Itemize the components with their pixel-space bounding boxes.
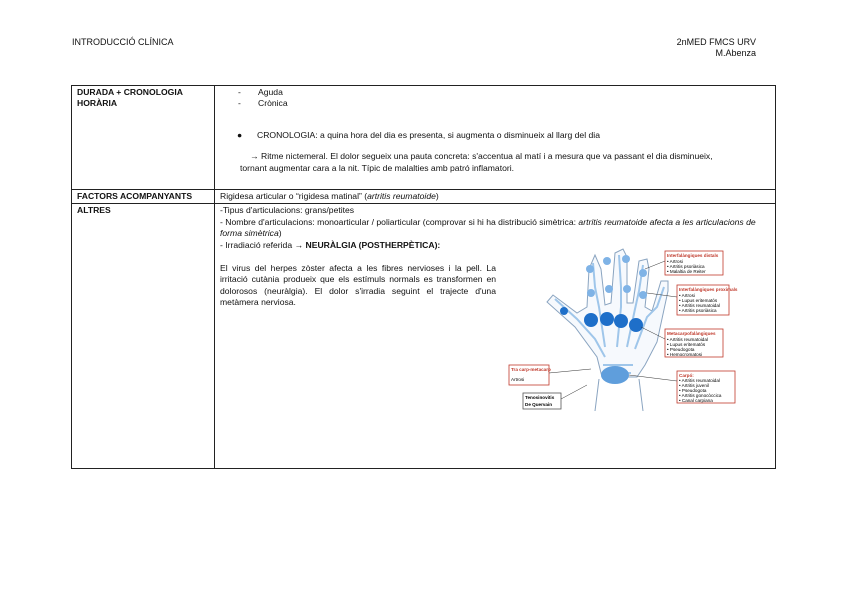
- svg-text:Tenosinovitis: Tenosinovitis: [525, 395, 555, 400]
- hand-joints-figure: [507, 247, 763, 411]
- table-row: [72, 190, 776, 204]
- svg-text:Interfalàngiques proximals: Interfalàngiques proximals: [679, 287, 738, 292]
- svg-text:• Lupus eritematós: • Lupus eritematós: [667, 342, 706, 347]
- svg-text:• Artritis reumatoidal: • Artritis reumatoidal: [679, 378, 720, 383]
- header-left: INTRODUCCIÓ CLÍNICA: [72, 37, 174, 47]
- svg-text:• Artritis psoriàsica: • Artritis psoriàsica: [679, 308, 717, 313]
- svg-text:• Artritis juvenil: • Artritis juvenil: [679, 383, 709, 388]
- item-cronica: Crònica: [258, 98, 288, 109]
- svg-text:Interfalàngiques distals: Interfalàngiques distals: [667, 253, 719, 258]
- row-content-factors: Rigidesa articular o “rigidesa matinal” (artritis reumatoide): [215, 190, 776, 204]
- header-author: M.Abenza: [715, 48, 756, 58]
- svg-text:Artrosi: Artrosi: [511, 377, 525, 382]
- label-metacarpo: [665, 329, 723, 357]
- svg-text:Metacarpofalàngiques: Metacarpofalàngiques: [667, 331, 716, 336]
- table-row: [72, 86, 776, 190]
- row-label-factors: FACTORS ACOMPANYANTS: [72, 190, 215, 204]
- svg-text:• Artritis psoriàsica: • Artritis psoriàsica: [667, 264, 705, 269]
- row-label-durada: DURADA + CRONOLOGIA HORÀRIA: [72, 86, 215, 190]
- header-course: 2nMED FMCS URV: [676, 37, 756, 47]
- label-distals: [665, 251, 723, 275]
- svg-text:• Artritis reumatoidal: • Artritis reumatoidal: [679, 303, 720, 308]
- label-carpo: [677, 371, 735, 403]
- forearm-outline: [595, 379, 643, 411]
- header-right: [677, 37, 756, 59]
- label-tenosinovitis: [523, 393, 561, 409]
- svg-text:• Canal carpiana: • Canal carpiana: [679, 398, 713, 403]
- svg-text:• Lupus eritematós: • Lupus eritematós: [679, 298, 718, 303]
- row-label-altres: ALTRES: [72, 204, 215, 469]
- svg-text:• Hemocromatosi: • Hemocromatosi: [667, 352, 703, 357]
- svg-text:• Malaltia de Reiter: • Malaltia de Reiter: [667, 269, 706, 274]
- neuralgia-paragraph: El virus del herpes zòster afecta a les fibres nervioses i la pell. La irritació cutània produeix que els estímuls normals es transformen en dolorosos (neuràlgia). El dolor s'irradia seguint el trajecte d'una metàmera nerviosa.: [220, 263, 496, 308]
- list-item: - Aguda: [238, 87, 283, 97]
- thumb-joint: [560, 307, 568, 315]
- list-item: - Crònica: [238, 98, 288, 109]
- svg-text:Tra carp-metacarp: Tra carp-metacarp: [511, 367, 551, 372]
- svg-text:• Artritis gonocòccica: • Artritis gonocòccica: [679, 393, 722, 398]
- row-content-altres: -Tipus d'articulacions: grans/petites - Nombre d'articulacions: monoarticular / poliarticular (comprovar si hi ha distribució simètrica: artritis reumatoide afecta a les articulacions de forma simètrica) - Irradiació referida → NEURÀLGIA (POSTHERPÈTICA): El virus del herpes zòster afecta a les fibres nervioses i la pell. La irritació cutània produeix que els estímuls normals es transformen en dolorosos (neuràlgia). El dolor s'irradia seguint el trajecte d'una metàmera nerviosa.: [215, 204, 776, 469]
- cronologia-bullet: ● CRONOLOGIA: a quina hora del dia es presenta, si augmenta o disminueix al llarg del dia: [237, 129, 600, 140]
- hand-diagram: [507, 247, 763, 411]
- mcp-joint: [629, 318, 643, 332]
- mcp-joint: [614, 314, 628, 328]
- svg-text:• Artrosi: • Artrosi: [667, 259, 683, 264]
- label-trapezi: [509, 365, 551, 385]
- svg-text:De Quervain: De Quervain: [525, 402, 553, 407]
- carpal-joint: [601, 366, 629, 384]
- label-proximals: [677, 285, 738, 315]
- svg-text:• Pseudogota: • Pseudogota: [667, 347, 695, 352]
- ritme-nictemeral: → Ritme nictemeral. El dolor segueix una pauta concreta: s'accentua al matí i a mesura que va passant el dia disminueix, tornant augmentar cara a la nit. Típic de malalties amb patró inflamatori.: [240, 151, 713, 173]
- svg-text:• Artrosi: • Artrosi: [679, 293, 695, 298]
- mcp-joint: [584, 313, 598, 327]
- row-content-durada: [215, 86, 776, 190]
- svg-text:Carpó:: Carpó:: [679, 373, 694, 378]
- item-aguda: Aguda: [258, 87, 283, 97]
- svg-text:• Pseudogota: • Pseudogota: [679, 388, 707, 393]
- mcp-joint: [600, 312, 614, 326]
- svg-text:• Artritis reumatoidal: • Artritis reumatoidal: [667, 337, 708, 342]
